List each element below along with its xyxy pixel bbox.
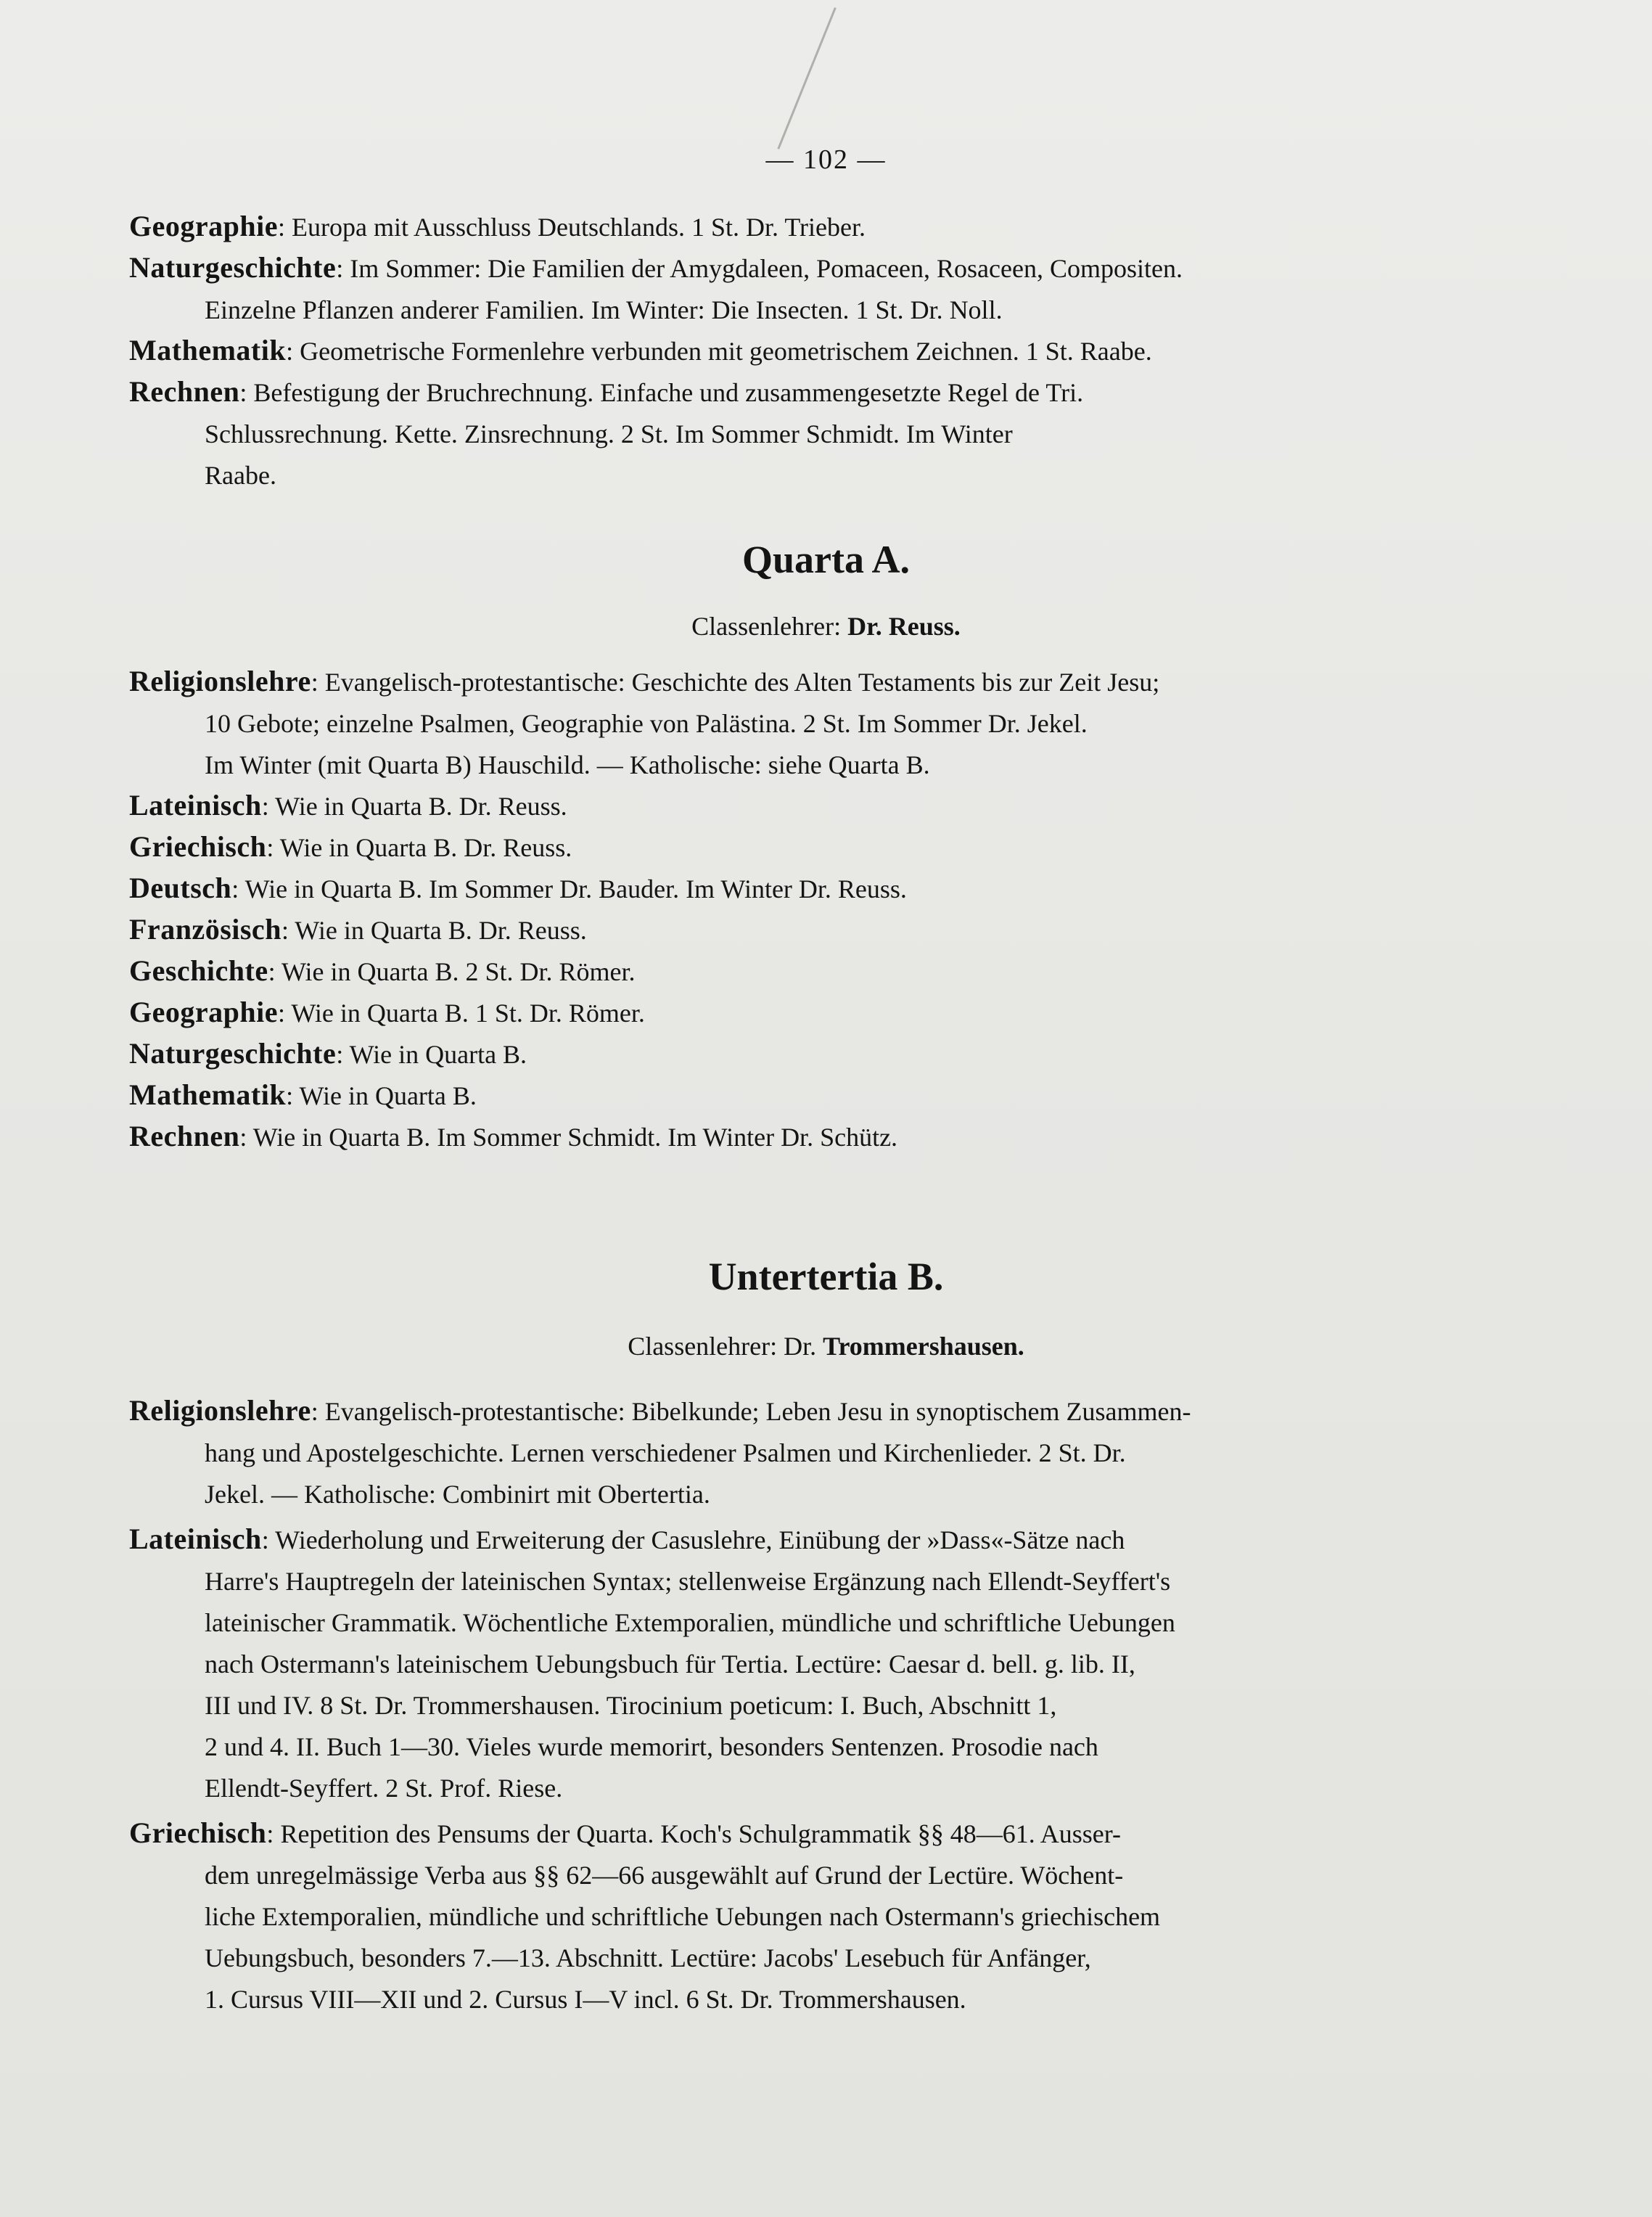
classlehrer-label: Classenlehrer: Dr. [628,1332,817,1361]
entry-line: hang und Apostelgeschichte. Lernen verschiedener Psalmen und Kirchenlieder. 2 St. Dr. [205,1438,1126,1467]
entry-line: Im Winter (mit Quarta B) Hauschild. — Katholische: siehe Quarta B. [205,750,930,779]
entry-line: dem unregelmässige Verba aus §§ 62—66 ausgewählt auf Grund der Lectüre. Wöchent- [205,1861,1124,1890]
entry-religionslehre: Religionslehre: Evangelisch-protestantische: Geschichte des Alten Testaments bis zur Zeit Jesu; 10 Gebote; einzelne Psalmen, Geographie von Palästina. 2 St. Im Sommer Dr. Jekel. Im Winter (mit Quarta B) Hauschild. — Katholische: siehe Quarta B. [129,660,1522,786]
subject-label: Lateinisch [129,789,262,821]
entry-line: Wie in Quarta B. Dr. Reuss. [275,792,567,821]
entry-line: liche Extemporalien, mündliche und schriftliche Uebungen nach Ostermann's griechischem [205,1902,1161,1931]
subject-label: Französisch [129,913,282,946]
entry-line: Evangelisch-protestantische: Geschichte des Alten Testaments bis zur Zeit Jesu; [324,668,1160,697]
subject-label: Religionslehre [129,665,311,697]
classlehrer-line [0,608,1652,644]
subject-label: Geschichte [129,954,268,987]
subject-label: Naturgeschichte [129,251,337,284]
entry-mathematik-top: Mathematik: Geometrische Formenlehre verbunden mit geometrischem Zeichnen. 1 St. Raabe. [129,334,1152,366]
entry-line: Evangelisch-protestantische: Bibelkunde; Leben Jesu in synoptischem Zusammen- [324,1397,1191,1426]
entry-line: Wiederholung und Erweiterung der Casuslehre, Einübung der »Dass«-Sätze nach [275,1525,1125,1554]
entry-line: Wie in Quarta B. [299,1081,477,1110]
section-heading-quarta-a: Quarta A. [741,538,910,581]
entry-mathematik: Mathematik: Wie in Quarta B. [129,1078,477,1111]
subject-label: Religionslehre [129,1394,311,1427]
subject-label: Griechisch [129,830,267,863]
entry-franzoesisch: Französisch: Wie in Quarta B. Dr. Reuss. [129,913,587,946]
entry-line: Wie in Quarta B. [349,1040,527,1069]
entry-line: Wie in Quarta B. Dr. Reuss. [279,833,572,862]
entry-line: Wie in Quarta B. Im Sommer Dr. Bauder. Im Winter Dr. Reuss. [244,874,907,903]
section-heading-untertertia-b: Untertertia B. [708,1255,944,1298]
entry-line: Jekel. — Katholische: Combinirt mit Obertertia. [205,1480,710,1509]
subject-label: Mathematik [129,1078,287,1111]
subject-label: Lateinisch [129,1523,262,1555]
subject-label: Geographie [129,210,278,242]
subject-label: Mathematik [129,334,287,366]
classlehrer-name: Trommershausen. [823,1332,1024,1361]
entry-line: Wie in Quarta B. Im Sommer Schmidt. Im Winter Dr. Schütz. [252,1123,898,1152]
entry-geschichte: Geschichte: Wie in Quarta B. 2 St. Dr. Römer. [129,954,636,987]
entry-lateinisch: Lateinisch: Wie in Quarta B. Dr. Reuss. [129,789,567,821]
entry-line: 1. Cursus VIII—XII und 2. Cursus I—V incl. 6 St. Dr. Trommershausen. [205,1985,966,2014]
entry-line: Schlussrechnung. Kette. Zinsrechnung. 2 St. Im Sommer Schmidt. Im Winter [205,419,1013,448]
entry-line: 10 Gebote; einzelne Psalmen, Geographie von Palästina. 2 St. Im Sommer Dr. Jekel. [205,709,1088,738]
subject-label: Naturgeschichte [129,1037,337,1070]
subject-label: Deutsch [129,872,232,904]
entry-line: Repetition des Pensums der Quarta. Koch's Schulgrammatik §§ 48—61. Ausser- [280,1819,1122,1848]
entry-line: Raabe. [205,461,276,490]
entry-religionslehre-ut: Religionslehre: Evangelisch-protestantische: Bibelkunde; Leben Jesu in synoptischem Zusammen- hang und Apostelgeschichte. Lernen verschiedener Psalmen und Kirchenlieder. 2 St. Dr. Jekel. — Katholische: Combinirt mit Obertertia. [129,1390,1522,1515]
entry-line: Befestigung der Bruchrechnung. Einfache und zusammengesetzte Regel de Tri. [253,378,1084,407]
entry-griechisch-ut: Griechisch: Repetition des Pensums der Quarta. Koch's Schulgrammatik §§ 48—61. Ausser- dem unregelmässige Verba aus §§ 62—66 ausgewählt auf Grund der Lectüre. Wöchent- liche Extemporalien, mündliche und schriftliche Uebungen nach Ostermann's griechischem Uebungsbuch, besonders 7.—13. Abschnitt. Lectüre: Jacobs' Lesebuch für Anfänger, 1. Cursus VIII—XII und 2. Cursus I—V incl. 6 St. Dr. Trommershausen. [129,1812,1522,2020]
entry-naturgeschichte: Naturgeschichte: Wie in Quarta B. [129,1037,527,1070]
entry-line: nach Ostermann's lateinischem Uebungsbuch für Tertia. Lectüre: Caesar d. bell. g. lib. II, [205,1650,1135,1679]
subject-label: Geographie [129,996,278,1028]
classlehrer-name: Dr. Reuss. [847,612,961,641]
subject-label: Rechnen [129,1120,240,1152]
entry-line: Wie in Quarta B. Dr. Reuss. [295,916,587,945]
subject-label: Rechnen [129,375,240,408]
entry-line: 2 und 4. II. Buch 1—30. Vieles wurde memorirt, besonders Sentenzen. Prosodie nach [205,1732,1098,1761]
entry-lateinisch-ut: Lateinisch: Wiederholung und Erweiterung der Casuslehre, Einübung der »Dass«-Sätze nach Harre's Hauptregeln der lateinischen Syntax; stellenweise Ergänzung nach Ellendt-Seyffert's lateinischer Grammatik. Wöchentliche Extemporalien, mündliche und schriftliche Uebungen nach Ostermann's lateinischem Uebungsbuch für Tertia. Lectüre: Caesar d. bell. g. lib. II, III und IV. 8 St. Dr. Trommershausen. Tirocinium poeticum: I. Buch, Abschnitt 1, 2 und 4. II. Buch 1—30. Vieles wurde memorirt, besonders Sentenzen. Prosodie nach Ellendt-Seyffert. 2 St. Prof. Riese. [129,1518,1522,1809]
classlehrer-label: Classenlehrer: [691,612,842,641]
entry-line: Im Sommer: Die Familien der Amygdaleen, Pomaceen, Rosaceen, Compositen. [350,254,1183,283]
scan-artifact-line [777,7,836,149]
entry-line: Einzelne Pflanzen anderer Familien. Im Winter: Die Insecten. 1 St. Dr. Noll. [205,295,1003,324]
entry-line: Wie in Quarta B. 1 St. Dr. Römer. [291,999,645,1028]
entry-line: Geometrische Formenlehre verbunden mit geometrischem Zeichnen. 1 St. Raabe. [300,337,1152,366]
entry-geographie-top: Geographie: Europa mit Ausschluss Deutschlands. 1 St. Dr. Trieber. [129,210,866,242]
entry-rechnen-top: Rechnen: Befestigung der Bruchrechnung. Einfache und zusammengesetzte Regel de Tri. Schlussrechnung. Kette. Zinsrechnung. 2 St. Im Sommer Schmidt. Im Winter Raabe. [129,371,1522,496]
entry-line: Ellendt-Seyffert. 2 St. Prof. Riese. [205,1774,563,1803]
subject-label: Griechisch [129,1816,267,1849]
entry-line: III und IV. 8 St. Dr. Trommershausen. Tirocinium poeticum: I. Buch, Abschnitt 1, [205,1691,1057,1720]
entry-naturgeschichte-top: Naturgeschichte: Im Sommer: Die Familien der Amygdaleen, Pomaceen, Rosaceen, Compositen. Einzelne Pflanzen anderer Familien. Im Winter: Die Insecten. 1 St. Dr. Noll. [129,247,1522,331]
entry-deutsch: Deutsch: Wie in Quarta B. Im Sommer Dr. Bauder. Im Winter Dr. Reuss. [129,872,907,904]
entry-line: Europa mit Ausschluss Deutschlands. 1 St. Dr. Trieber. [292,213,866,242]
entry-griechisch: Griechisch: Wie in Quarta B. Dr. Reuss. [129,830,572,863]
entry-line: Uebungsbuch, besonders 7.—13. Abschnitt. Lectüre: Jacobs' Lesebuch für Anfänger, [205,1943,1091,1972]
entry-rechnen: Rechnen: Wie in Quarta B. Im Sommer Schmidt. Im Winter Dr. Schütz. [129,1120,898,1152]
entry-line: lateinischer Grammatik. Wöchentliche Extemporalien, mündliche und schriftliche Uebungen [205,1608,1175,1637]
classlehrer-line [0,1328,1652,1364]
entry-geographie: Geographie: Wie in Quarta B. 1 St. Dr. Römer. [129,996,645,1028]
page-number: — 102 — [765,144,887,175]
entry-line: Harre's Hauptregeln der lateinischen Syntax; stellenweise Ergänzung nach Ellendt-Seyffert's [205,1567,1171,1596]
entry-line: Wie in Quarta B. 2 St. Dr. Römer. [281,957,636,986]
